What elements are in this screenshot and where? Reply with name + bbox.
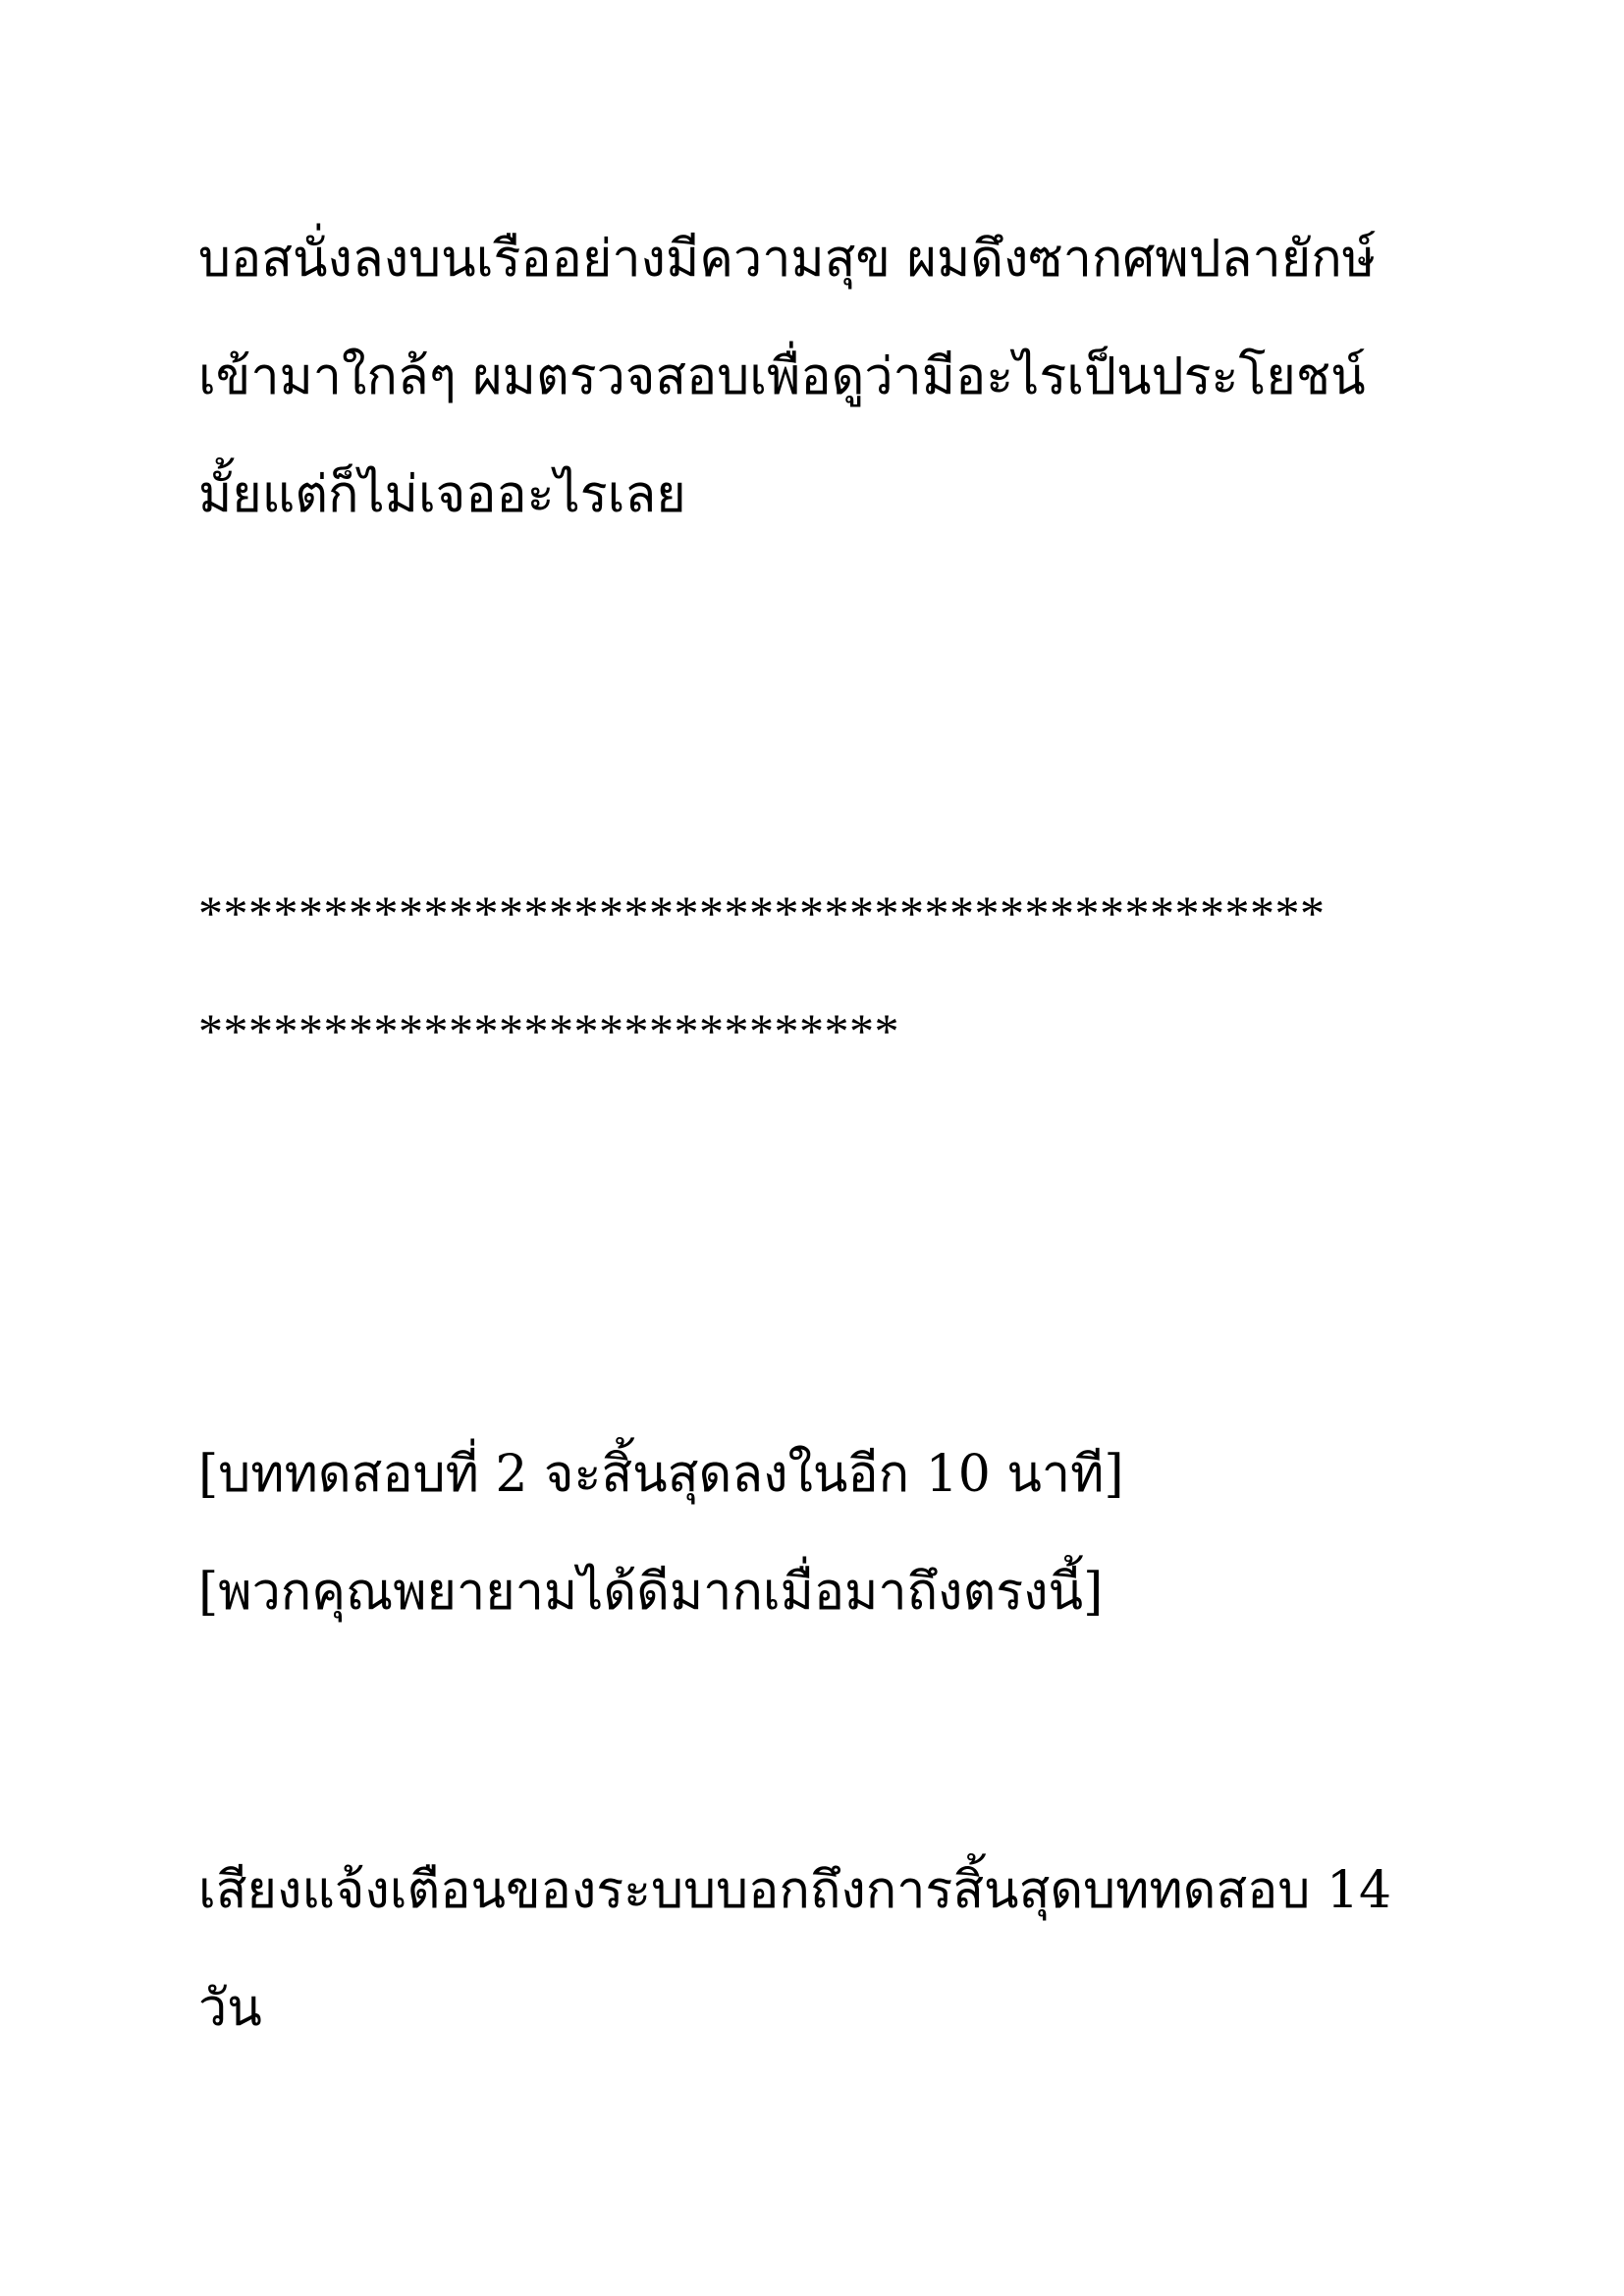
- paragraph-1-line-3: มั้ยแต่ก็ไม่เจออะไรเลย: [198, 465, 686, 524]
- separator-line-1: *********************************************: [198, 885, 1326, 940]
- system-message-1: [บททดสอบที่ 2 จะสิ้นสุดลงในอีก 10 นาที]: [198, 1445, 1124, 1504]
- paragraph-2-line-1: เสียงแจ้งเตือนของระบบบอกถึงการสิ้นสุดบททดสอบ 14: [198, 1861, 1392, 1920]
- paragraph-1-line-1: บอสนั่งลงบนเรืออย่างมีความสุข ผมดึงซากศพปลายักษ์: [198, 230, 1376, 289]
- system-message-2: [พวกคุณพยายามได้ดีมากเมื่อมาถึงตรงนี้]: [198, 1563, 1104, 1622]
- separator-line-2: ****************************: [198, 1003, 899, 1058]
- paragraph-2-line-2: วัน: [198, 1979, 262, 2038]
- paragraph-1-line-2: เข้ามาใกล้ๆ ผมตรวจสอบเพื่อดูว่ามีอะไรเป็นประโยชน์: [198, 347, 1366, 406]
